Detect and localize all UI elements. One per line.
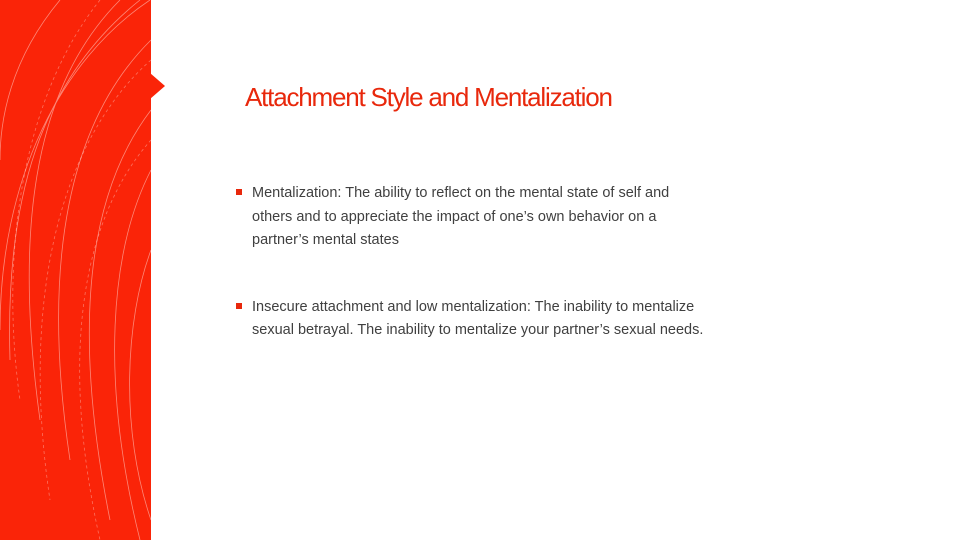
slide-title: Attachment Style and Mentalization [245,82,612,112]
decorative-side-panel [0,0,151,540]
bullet-list [235,182,705,386]
square-bullet-icon [236,189,242,195]
decorative-arcs-graphic [0,0,170,540]
bullet-text: Insecure attachment and low mentalization: The inability to mentalize sexual betrayal. The inability to mentalize your partner’s sexual needs. [252,298,704,338]
square-bullet-icon [236,303,242,309]
bullet-item [235,182,705,253]
bullet-text: Mentalization: The ability to reflect on the mental state of self and others and to appreciate the impact of one’s own behavior on a partner’s mental states [252,185,670,248]
bullet-item [235,296,705,343]
